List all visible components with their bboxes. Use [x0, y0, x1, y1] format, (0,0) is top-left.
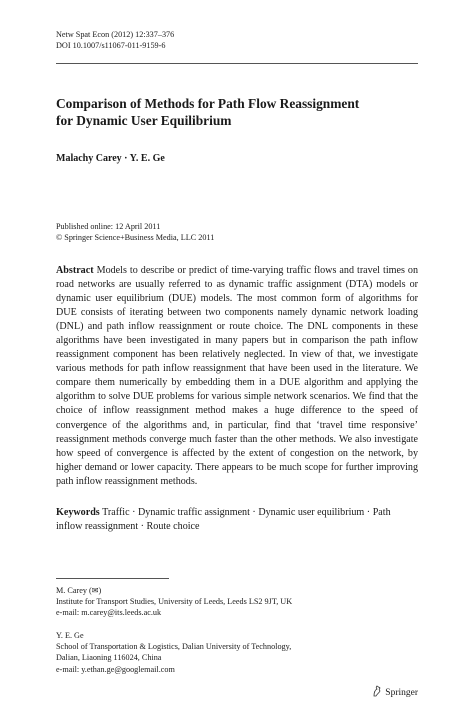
affiliation-address: Dalian, Liaoning 116024, China	[56, 653, 162, 663]
abstract	[56, 264, 418, 489]
affiliation-name: M. Carey (✉)	[56, 586, 102, 595]
affiliation-address: School of Transportation & Logistics, Dalian University of Technology,	[56, 642, 292, 652]
publisher-name: Springer	[385, 687, 418, 698]
keywords-label: Keywords	[56, 507, 100, 518]
author-list: Malachy Carey · Y. E. Ge	[56, 153, 165, 164]
title-line-1: Comparison of Methods for Path Flow Reassignment	[56, 96, 360, 111]
abstract-label: Abstract	[56, 265, 94, 276]
affiliation-name: Y. E. Ge	[56, 631, 84, 640]
affiliation-address: Institute for Transport Studies, University of Leeds, Leeds LS2 9JT, UK	[56, 597, 293, 607]
title-line-2: for Dynamic User Equilibrium	[56, 113, 232, 128]
header-rule	[56, 63, 418, 64]
keywords	[56, 506, 418, 534]
springer-horse-logo-icon	[372, 685, 382, 700]
footnote-rule	[56, 578, 169, 579]
affiliation-email[interactable]: e-mail: y.ethan.ge@googlemail.com	[56, 664, 175, 674]
keywords-text: Traffic · Dynamic traffic assignment · Dynamic user equilibrium · Path inflow reassignment · Route choice	[56, 507, 391, 533]
published-date: Published online: 12 April 2011	[56, 222, 161, 231]
copyright-notice: © Springer Science+Business Media, LLC 2011	[56, 233, 215, 242]
paper-title	[56, 95, 426, 129]
publisher-footer	[372, 685, 418, 700]
journal-header	[56, 29, 174, 51]
publication-info	[56, 221, 214, 243]
affiliation-ge	[56, 630, 291, 675]
abstract-text: Models to describe or predict of time-varying traffic flows and travel times on road networks are usually referred to as dynamic traffic assignment (DTA) models or dynamic user equilibrium (DUE) models. The most common form of algorithms for DUE consists of iterating between two components namely dynamic network loading (DNL) and path inflow reassignment or route choice. The DNL components in these algorithms have been investigated in many papers but in comparison the path inflow reassignment component has been relatively neglected. In view of that, we investigate various methods for path inflow reassignment that have been used in the literature. We compare them numerically by embedding them in a DUE algorithm and applying the algorithm to solve DUE problems for various simple network scenarios. We find that the choice of inflow reassignment method makes a huge difference to the speed of convergence of the algorithms and, in particular, find that ‘travel time responsive’ reassignment methods converge much faster than the other methods. We also investigate how speed of convergence is affected by the extent of congestion on the network, by higher demand or lower capacity. There appears to be much scope for further improving path inflow reassignment methods.	[56, 265, 418, 487]
journal-citation: Netw Spat Econ (2012) 12:337–376	[56, 30, 175, 39]
doi: DOI 10.1007/s11067-011-9159-6	[56, 41, 166, 50]
affiliation-email[interactable]: e-mail: m.carey@its.leeds.ac.uk	[56, 608, 162, 618]
affiliation-carey	[56, 585, 292, 619]
